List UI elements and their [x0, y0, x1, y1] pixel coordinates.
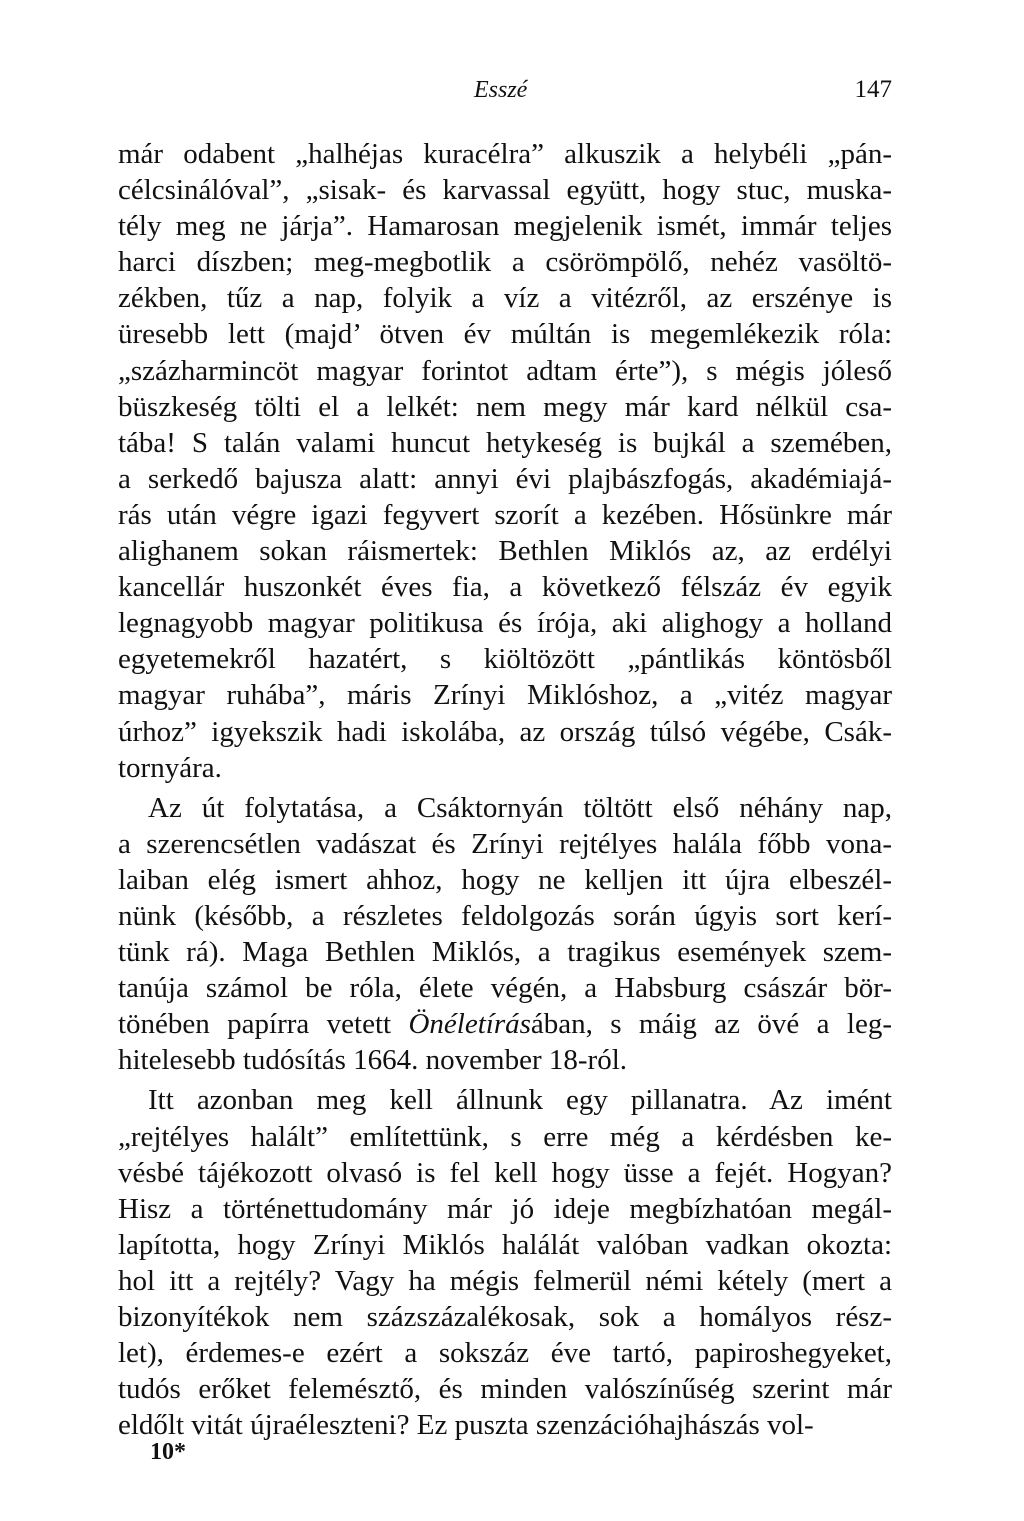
- running-title: Esszé: [474, 77, 528, 103]
- text-line: Hisz a történettudomány már jó ideje megbízhatóan megál-: [118, 1192, 892, 1225]
- text-line: lapította, hogy Zrínyi Miklós halálát valóban vadkan okozta:: [118, 1228, 892, 1261]
- text-line: úrhoz” igyekszik hadi iskolába, az ország túlsó végébe, Csák-: [118, 715, 892, 748]
- text-line: Az út folytatása, a Csáktornyán töltött első néhány nap,: [148, 791, 892, 824]
- text-line: alighanem sokan ráismertek: Bethlen Miklós az, az erdélyi: [118, 535, 892, 568]
- paragraph: [118, 1082, 892, 1443]
- body-text: [118, 136, 892, 1443]
- text-line: célcsinálóval”, „sisak- és karvassal együtt, hogy stuc, muska-: [118, 174, 892, 207]
- text-line: hitelesebb tudósítás 1664. november 18-ról.: [118, 1044, 628, 1077]
- text-line: már odabent „halhéjas kuracélra” alkuszik a helybéli „pán-: [118, 138, 892, 170]
- text-line: magyar ruhába”, máris Zrínyi Miklóshoz, a „vitéz magyar: [118, 679, 892, 712]
- signature-mark: 10*: [150, 1439, 186, 1465]
- text-line: a szerencsétlen vadászat és Zrínyi rejtélyes halála főbb vona-: [118, 827, 892, 860]
- text-line: legnagyobb magyar politikusa és írója, aki alighogy a holland: [118, 607, 892, 640]
- text-line: tönében papírra vetett Önéletírásában, s máig az övé a leg-: [118, 1008, 892, 1041]
- text-line: tudós erőket felemésztő, és minden valószínűség szerint már: [118, 1373, 892, 1406]
- text-line: tába! S talán valami huncut hetykeség is bujkál a szemében,: [118, 426, 892, 459]
- text-line: büszkeség tölti el a lelkét: nem megy már kard nélkül csa-: [118, 390, 892, 423]
- text-line: a serkedő bajusza alatt: annyi évi plajbászfogás, akadémiajá-: [118, 462, 892, 495]
- text-line: hol itt a rejtély? Vagy ha mégis felmerül némi kétely (mert a: [118, 1264, 892, 1297]
- paragraph: [118, 136, 892, 786]
- text-line: zékben, tűz a nap, folyik a víz a vitézről, az erszénye is: [118, 282, 892, 315]
- text-line: kancellár huszonkét éves fia, a következő félszáz év egyik: [118, 571, 892, 604]
- text-line: nünk (később, a részletes feldolgozás során úgyis sort kerí-: [118, 899, 892, 932]
- text-line: tély meg ne járja”. Hamarosan megjelenik ismét, immár teljes: [118, 210, 892, 243]
- text-line: „százharmincöt magyar forintot adtam érte”), s mégis jóleső: [118, 354, 892, 387]
- text-line: laiban elég ismert ahhoz, hogy ne kelljen itt újra elbeszél-: [118, 863, 892, 896]
- text-line: „rejtélyes halált” említettünk, s erre még a kérdésben ke-: [118, 1120, 892, 1153]
- text-line: eldőlt vitát újraéleszteni? Ez puszta szenzációhajhászás vol-: [118, 1409, 814, 1442]
- text-line: harci díszben; meg-megbotlik a csörömpölő, nehéz vasöltö-: [118, 246, 892, 279]
- text-line: tünk rá). Maga Bethlen Miklós, a tragikus események szem-: [118, 936, 892, 969]
- text-line: vésbé tájékozott olvasó is fel kell hogy üsse a fejét. Hogyan?: [118, 1156, 892, 1189]
- text-line: egyetemekről hazatért, s kiöltözött „pántlikás köntösből: [118, 643, 892, 676]
- text-line: üresebb lett (majd’ ötven év múltán is megemlékezik róla:: [118, 318, 892, 351]
- running-head: [118, 74, 892, 106]
- page-number: 147: [854, 76, 892, 103]
- text-line: Itt azonban meg kell állnunk egy pillanatra. Az imént: [148, 1084, 892, 1117]
- text-line: let), érdemes-e ezért a sokszáz éve tartó, papiroshegyeket,: [118, 1337, 892, 1370]
- text-line: tornyára.: [118, 751, 222, 784]
- paragraph: [118, 790, 892, 1079]
- text-line: tanúja számol be róla, élete végén, a Habsburg császár bör-: [118, 972, 892, 1005]
- text-line: rás után végre igazi fegyvert szorít a kezében. Hősünkre már: [118, 498, 892, 531]
- text-line: bizonyítékok nem százszázalékosak, sok a homályos rész-: [118, 1301, 892, 1333]
